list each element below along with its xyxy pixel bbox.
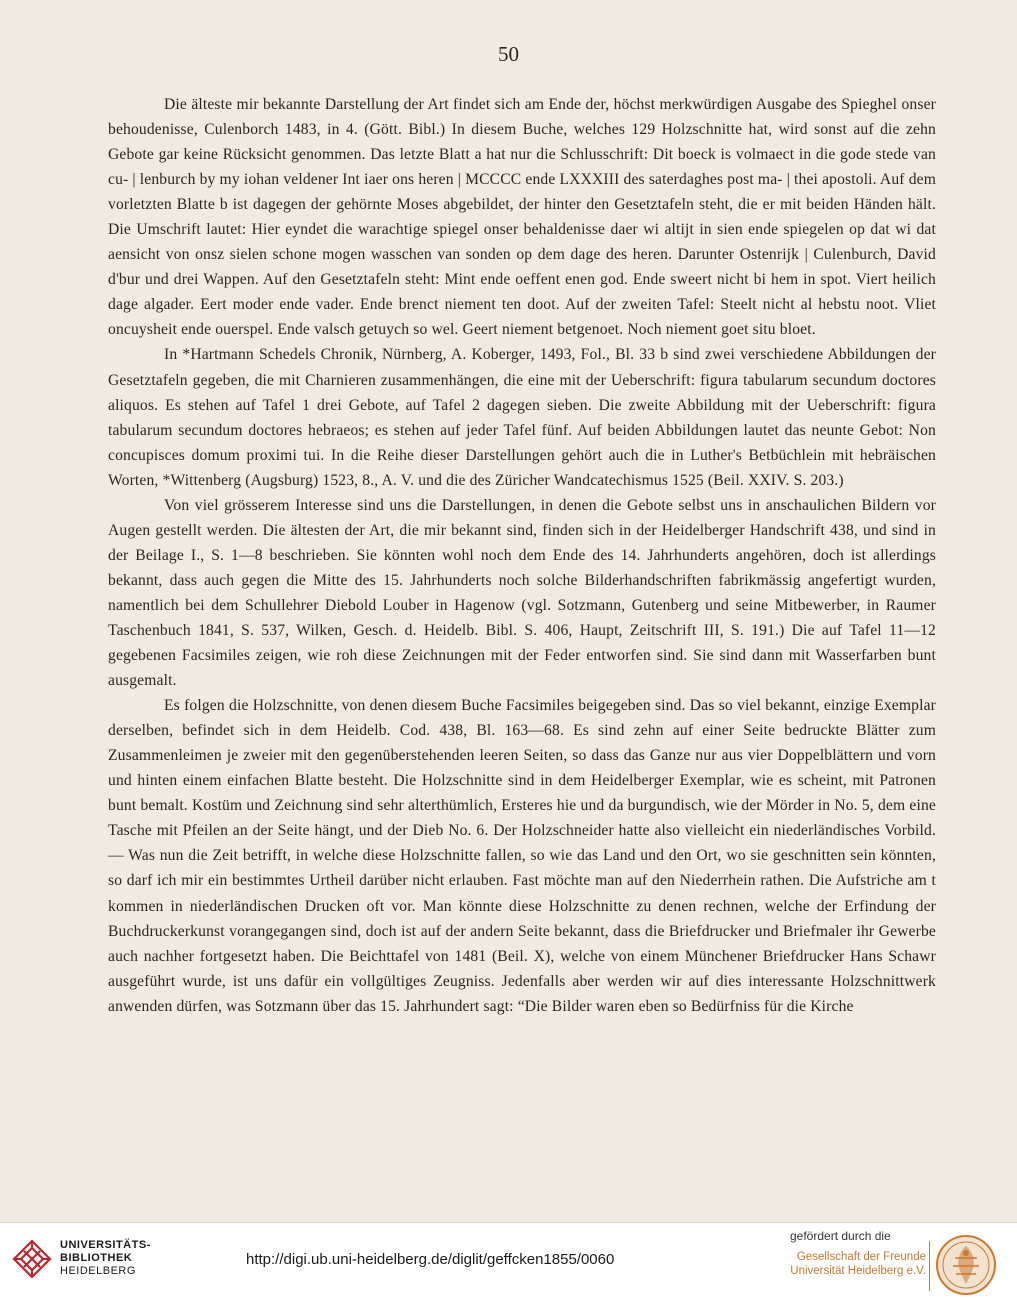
- library-name-line-2: BIBLIOTHEK: [60, 1252, 133, 1264]
- footer-bar: [0, 1222, 1017, 1300]
- paragraph-2: In *Hartmann Schedels Chronik, Nürnberg, A. Koberger, 1493, Fol., Bl. 33 b sind zwei verschiedene Abbildungen der Gesetztafeln gegeben, die mit Charnieren zusammenhängen, die eine mit der Ueberschrift: figura tabularum secundum doctores aliquos. Es stehen auf Tafel 1 drei Gebote, auf Tafel 2 dagegen sieben. Die zweite Abbildung mit der Ueberschrift: figura tabularum secundum doctores hebraeos; es stehen auf jeder Tafel fünf. Auf beiden Abbildungen lautet das neunte Gebot: Non concupisces domum proximi tui. In die Reihe dieser Darstellungen gehört auch die in Luther's Betbüchlein mit hebräischen Worten, *Wittenberg (Augsburg) 1523, 8., A. V. und die des Züricher Wandcatechismus 1525 (Beil. XXIV. S. 203.): [108, 346, 936, 489]
- library-name-line-1: UNIVERSITÄTS-: [60, 1239, 151, 1251]
- sponsor-divider: [929, 1241, 930, 1291]
- paragraph-1: Die älteste mir bekannte Darstellung der Art findet sich am Ende der, höchst merkwürdigen Ausgabe des Spieghel onser behoudenisse, Culenborch 1483, in 4. (Gött. Bibl.) In diesem Buche, welches 129 Holzschnitte hat, wird sonst auf die zehn Gebote gar keine Rücksicht genommen. Das letzte Blatt a hat nur die Schlusschrift: Dit boeck is volmaect in die gode stede van cu- | lenburch by my iohan veldener Int iaer ons heren | MCCCC ende LXXXIII des saterdaghes post ma- | thei apostoli. Auf dem vorletzten Blatte b ist dagegen der gehörnte Moses abgebildet, der hinter den Gesetztafeln steht, die er mit beiden Händen hält. Die Umschrift lautet: Hier eyndet die warachtige spiegel onser behaldenisse daer wi altijt in sien ende spiegelen op dat wi dat aensicht von onsz sielen schone mogen wasschen van sonden op dem dage des heren. Darunter Ostenrijk | Culenburch, David d'bur und drei Wappen. Auf den Gesetztafeln steht: Mint ende oeffent enen god. Ende sweert nicht bi hem in spot. Viert heilich dage algader. Eert moder ende vader. Ende brenct niement ten doot. Auf der zweiten Tafel: Steelt nicht al hebstu noot. Vliet oncuysheit ende ouerspel. Ende valsch getuych so wel. Geert niement betgenoet. Noch niement goet situ bloet.: [108, 96, 936, 339]
- ub-heidelberg-logo-icon[interactable]: [10, 1237, 54, 1281]
- page-body-text: [108, 92, 936, 1019]
- library-name: [60, 1239, 151, 1278]
- university-seal-icon: [935, 1234, 997, 1296]
- paragraph-4: Es folgen die Holzschnitte, von denen diesem Buche Facsimiles beigegeben sind. Das so viel bekannt, einzige Exemplar derselben, befindet sich in dem Heidelb. Cod. 438, Bl. 163—68. Es sind zehn auf einer Seite bedruckte Blätter zum Zusammenleimen je zweier mit den gegenüberstehenden leeren Seiten, so dass das Ganze nur aus vier Doppelblättern und vorn und hinten einem einfachen Blatte besteht. Die Holzschnitte sind in dem Heidelberger Exemplar, wie es scheint, mit Patronen bunt bemalt. Kostüm und Zeichnung sind sehr alterthümlich, Ersteres hie und da burgundisch, wie der Mörder in No. 5, dem eine Tasche mit Pfeilen an der Seite hängt, und der Dieb No. 6. Der Holzschneider hatte also vielleicht ein niederländisches Vorbild. — Was nun die Zeit betrifft, in welche diese Holzschnitte fallen, so wie das Land und den Ort, wo sie geschnitten sein könnten, so darf ich mir ein bestimmtes Urtheil darüber nicht erlauben. Fast möchte man auf den Niederrhein rathen. Die Aufstriche am t kommen in niederländischen Drucken oft vor. Man könnte diese Holzschnitte zu denen rechnen, welche der Erfindung der Buchdruckerkunst vorangegangen sind, doch ist auf der andern Seite bekannt, dass die Briefdrucker und Briefmaler ihr Gewerbe auch nachher fortgesetzt haben. Die Beichttafel von 1481 (Beil. X), welche von einem Münchener Briefdrucker Hans Schawr ausgeführt wurde, ist uns dafür ein vollgültiges Zeugniss. Jedenfalls aber werden wir auf dies interessante Holzschnittwerk anwenden dürfen, was Sotzmann über das 15. Jahrhundert sagt: “Die Bilder waren eben so Bedürfniss für die Kirche: [108, 697, 936, 1015]
- page-number: 50: [498, 42, 519, 66]
- paragraph-3: Von viel grösserem Interesse sind uns die Darstellungen, in denen die Gebote selbst uns in anschaulichen Bildern vor Augen gestellt werden. Die ältesten der Art, die mir bekannt sind, finden sich in der Heidelberger Handschrift 438, und sind in der Beilage I., S. 1—8 beschrieben. Sie könnten wohl noch dem Ende des 14. Jahrhunderts angehören, doch ist allerdings bekannt, dass auch gegen die Mitte des 15. Jahrhunderts noch solche Bilderhandschriften fabrikmässig angefertigt wurden, namentlich bei dem Schullehrer Diebold Louber in Hagenow (vgl. Sotzmann, Gutenberg und seine Mitbewerber, in Raumer Taschenbuch 1841, S. 537, Wilken, Gesch. d. Heidelb. Bibl. S. 406, Haupt, Zeitschrift III, S. 191.) Die auf Tafel 11—12 gegebenen Facsimiles zeigen, wie roh diese Zeichnungen mit der Feder entworfen sind. Sie sind dann mit Wasserfarben bunt ausgemalt.: [108, 496, 936, 690]
- permalink-url[interactable]: http://digi.ub.uni-heidelberg.de/diglit/geffcken1855/0060: [246, 1251, 615, 1268]
- sponsor-line-1: Gesellschaft der Freunde: [796, 1251, 926, 1263]
- library-name-line-3: HEIDELBERG: [60, 1265, 136, 1277]
- sponsor-label: gefördert durch die: [790, 1229, 891, 1243]
- sponsor-line-2: Universität Heidelberg e.V.: [790, 1265, 926, 1277]
